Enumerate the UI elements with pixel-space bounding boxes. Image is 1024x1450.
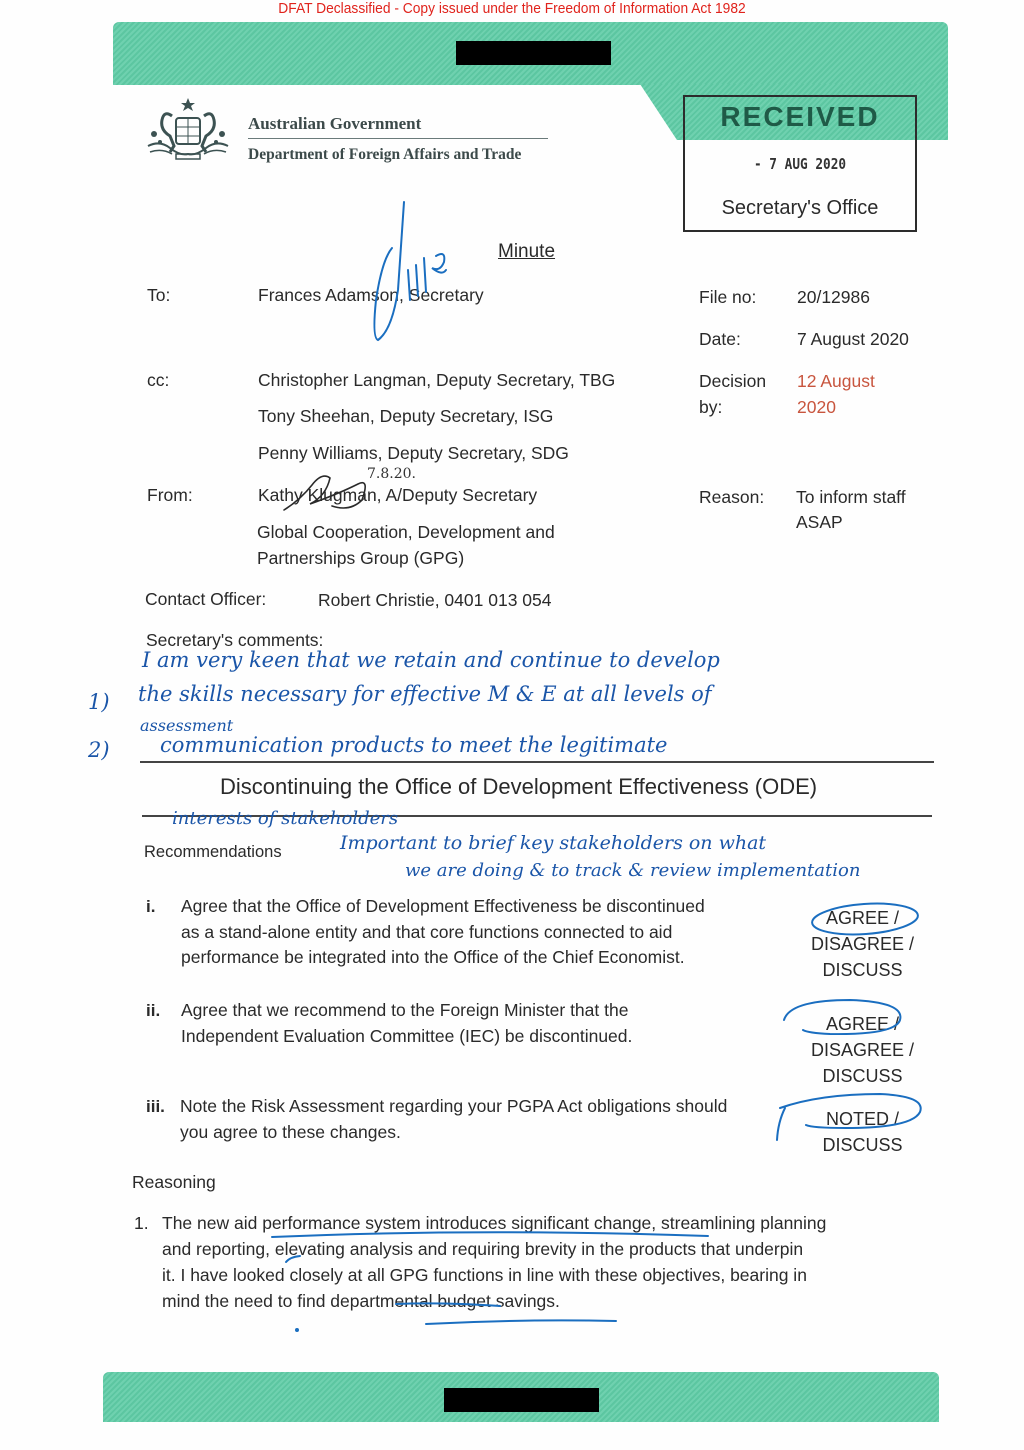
recommendation-line: Agree that we recommend to the Foreign Minister that the xyxy=(181,1000,629,1020)
recommendations-heading: Recommendations xyxy=(144,843,282,861)
contact-officer-value: Robert Christie, 0401 013 054 xyxy=(318,590,552,610)
letterhead-divider xyxy=(248,138,548,139)
handwritten-comment-line: we are doing & to track & review implementation xyxy=(405,860,861,881)
recommendation-text xyxy=(181,998,632,1049)
reason-value: To inform staff xyxy=(796,487,906,507)
decision-by-label: Decision xyxy=(699,371,767,391)
option-discuss[interactable]: DISCUSS xyxy=(822,1066,903,1086)
recommendation-line: Agree that the Office of Development Effectiveness be discontinued xyxy=(181,896,705,916)
redaction-block-top xyxy=(456,41,611,65)
reason-label: Reason: xyxy=(699,487,765,507)
to-label: To: xyxy=(147,285,171,305)
decision-by-value: 12 August xyxy=(797,371,875,391)
option-agree[interactable]: AGREE / xyxy=(825,1014,900,1034)
paragraph-line: it. I have looked closely at all GPG functions in line with these objectives, bearing in xyxy=(162,1265,807,1285)
recommendation-line: Independent Evaluation Committee (IEC) be discontinued. xyxy=(181,1025,633,1046)
list-marker: 1) xyxy=(88,690,110,714)
document-type: Minute xyxy=(498,241,556,262)
handwritten-comment-line: the skills necessary for effective M & E at all levels of xyxy=(138,682,712,706)
from-name: Kathy Klugman, A/Deputy Secretary xyxy=(258,485,538,505)
decision-by-label-line2: by: xyxy=(699,397,723,417)
option-discuss[interactable]: DISCUSS xyxy=(822,960,903,980)
recommendation-line: you agree to these changes. xyxy=(180,1121,401,1142)
option-disagree[interactable]: DISAGREE / xyxy=(810,1040,915,1060)
date-value: 7 August 2020 xyxy=(797,329,909,349)
decision-options xyxy=(800,1106,925,1158)
handwritten-comment-line: assessment xyxy=(140,716,234,735)
file-no-label: File no: xyxy=(699,287,757,307)
recommendation-number: ii. xyxy=(146,1001,161,1020)
cc-recipient: Penny Williams, Deputy Secretary, SDG xyxy=(258,443,569,463)
decision-by-value-line2: 2020 xyxy=(797,397,836,417)
handwritten-comment-line: communication products to meet the legitimate xyxy=(160,733,668,757)
paragraph-line: and reporting, elevating analysis and requiring brevity in the products that underpin xyxy=(162,1239,804,1259)
recommendation-line: Note the Risk Assessment regarding your PGPA Act obligations should xyxy=(180,1096,728,1116)
reasoning-heading: Reasoning xyxy=(132,1172,216,1192)
stamp-office: Secretary's Office xyxy=(721,197,879,219)
from-group-line1: Global Cooperation, Development and xyxy=(257,522,555,542)
government-name: Australian Government xyxy=(248,114,422,133)
file-no-value: 20/12986 xyxy=(797,287,870,307)
to-value: Frances Adamson, Secretary xyxy=(258,285,484,305)
paragraph-line: The new aid performance system introduces significant change, streamlining planning xyxy=(162,1213,827,1233)
paragraph-line: mind the need to find departmental budget savings. xyxy=(162,1291,560,1311)
cc-recipient: Christopher Langman, Deputy Secretary, TBG xyxy=(258,370,616,390)
from-group-line2: Partnerships Group (GPG) xyxy=(257,548,465,568)
coat-of-arms-icon xyxy=(140,96,236,168)
cc-recipient: Tony Sheehan, Deputy Secretary, ISG xyxy=(258,406,554,426)
list-marker: 2) xyxy=(88,738,110,762)
recommendation-text xyxy=(180,1094,727,1145)
document-title: Discontinuing the Office of Development Effectiveness (ODE) xyxy=(220,774,818,799)
option-noted[interactable]: NOTED / xyxy=(825,1109,899,1129)
option-discuss[interactable]: DISCUSS xyxy=(822,1135,903,1155)
date-label: Date: xyxy=(699,329,741,349)
foi-declassified-banner: DFAT Declassified - Copy issued under the Freedom of Information Act 1982 xyxy=(278,0,746,17)
paragraph-number: 1. xyxy=(134,1213,149,1233)
recommendation-line: performance be integrated into the Office of the Chief Economist. xyxy=(181,947,685,967)
from-signature-date: 7.8.20. xyxy=(367,466,416,482)
stamp-title: RECEIVED xyxy=(720,101,880,132)
redaction-block-bottom xyxy=(444,1388,599,1412)
decision-options xyxy=(800,905,925,983)
reason-value-line2: ASAP xyxy=(796,512,843,532)
reasoning-paragraph xyxy=(162,1210,826,1314)
option-agree[interactable]: AGREE / xyxy=(825,908,900,928)
comments-divider xyxy=(140,761,934,763)
stamp-date: - 7 AUG 2020 xyxy=(753,155,847,173)
contact-officer-label: Contact Officer: xyxy=(145,589,267,609)
recommendation-number: iii. xyxy=(146,1097,165,1116)
recommendation-line: as a stand-alone entity and that core functions connected to aid xyxy=(181,921,673,942)
secretary-comments-label: Secretary's comments: xyxy=(146,630,324,650)
decision-options xyxy=(800,1011,925,1089)
handwritten-comment-line: interests of stakeholders xyxy=(172,808,399,829)
from-label: From: xyxy=(147,485,193,505)
recommendation-text xyxy=(181,894,705,971)
cc-label: cc: xyxy=(147,370,170,390)
handwritten-comment-line: Important to brief key stakeholders on what xyxy=(340,832,767,854)
received-stamp xyxy=(683,95,917,232)
signature-icon xyxy=(374,202,404,340)
recommendation-number: i. xyxy=(146,897,156,916)
option-disagree[interactable]: DISAGREE / xyxy=(810,934,915,954)
handwritten-comment-line: I am very keen that we retain and continue to develop xyxy=(142,648,720,672)
department-name: Department of Foreign Affairs and Trade xyxy=(248,146,522,163)
